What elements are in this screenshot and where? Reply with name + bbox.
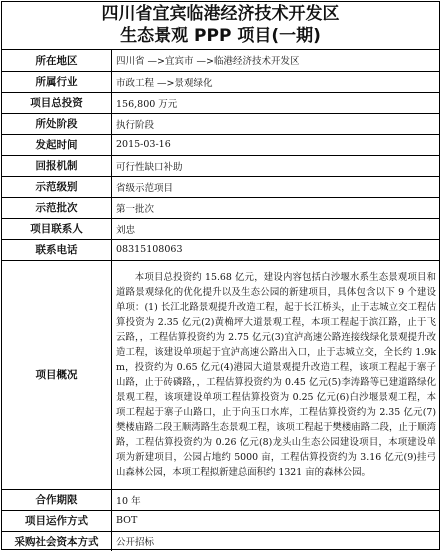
field-label-industry: 所属行业: [2, 71, 112, 92]
project-info-table: [2, 50, 439, 551]
field-value-contact: 刘忠: [112, 218, 440, 239]
table-row: [2, 489, 439, 510]
table-row: [2, 113, 439, 134]
field-label-term: 合作期限: [2, 489, 112, 510]
field-value-stage: 执行阶段: [112, 113, 440, 134]
field-value-overview: 本项目总投资约 15.68 亿元，建设内容包括白沙堰水系生态景观项目和道路景观绿化的优化提升以及生态公园的新建项目，具体包含以下 9 个建设单项：(1) 长江北路景观提升改造工程，起于长江桥头，止于志城立交工程估算投资为 2.35 亿元(2)黄桷坪大道景观工程，本项工程起于滨江路，止于飞云路，，工程估算投资约为 2.75 亿元(3)宜泸高速公路连接线绿化景观提升改造工程，该建设单项起于宜泸高速公路出入口，止于志城立交，全长约 1.9km，投资约为 0.65 亿元(4)港园大道景观提升改造工程，该项工程起于寨子山路，止于砖磷路，，工程估算投资约为 0.45 亿元(5)李涛路等已建道路绿化景观工程，该项建设单项工程估算投资为 0.25 亿元(6)白沙堰景观工程，本项工程起于寨子山路口，止于向玉口水库，工程估算投资约为 2.35 亿元(7)樊楼庙路二段王顺湾路生态景观工程，该项工程起于樊楼庙路二段，止于顺湾路，工程估算投资约为 0.26 亿元(8)龙头山生态公园建设项目，本项建设单项为新建项目，公园占地约 5000 亩，工程估算投资约为 3.16 亿元(9)挂弓山森林公园，本项工程拟新建总面积约 1321 亩的森林公园。: [112, 260, 440, 489]
field-label-region: 所在地区: [2, 50, 112, 71]
table-row: [2, 531, 439, 551]
table-row: [2, 50, 439, 71]
field-value-operation-mode: BOT: [112, 510, 440, 531]
field-value-start-date: 2015-03-16: [112, 134, 440, 155]
field-value-term: 10 年: [112, 489, 440, 510]
table-row: [2, 197, 439, 218]
field-label-total-investment: 项目总投资: [2, 92, 112, 113]
field-label-overview: 项目概况: [2, 260, 112, 489]
field-value-industry: 市政工程 —>景观绿化: [112, 71, 440, 92]
field-value-total-investment: 156,800 万元: [112, 92, 440, 113]
project-title: [2, 2, 439, 50]
field-label-demo-batch: 示范批次: [2, 197, 112, 218]
table-row: [2, 218, 439, 239]
field-value-region: 四川省 —>宜宾市 —>临港经济技术开发区: [112, 50, 440, 71]
table-row: [2, 510, 439, 531]
field-value-demo-level: 省级示范项目: [112, 176, 440, 197]
field-value-phone: 08315108063: [112, 239, 440, 260]
project-title-line1: 四川省宜宾临港经济技术开发区: [101, 4, 340, 24]
field-label-operation-mode: 项目运作方式: [2, 510, 112, 531]
project-title-line2: 生态景观 PPP 项目(一期): [120, 26, 321, 46]
field-value-demo-batch: 第一批次: [112, 197, 440, 218]
table-row: [2, 155, 439, 176]
field-label-start-date: 发起时间: [2, 134, 112, 155]
project-info-sheet: [1, 1, 440, 550]
table-row: [2, 92, 439, 113]
table-row: [2, 134, 439, 155]
field-label-demo-level: 示范级别: [2, 176, 112, 197]
field-label-phone: 联系电话: [2, 239, 112, 260]
field-value-procurement: 公开招标: [116, 537, 155, 549]
field-label-return-mechanism: 回报机制: [2, 155, 112, 176]
table-row: [2, 71, 439, 92]
table-row: [2, 239, 439, 260]
field-value-return-mechanism: 可行性缺口补助: [112, 155, 440, 176]
table-row: [2, 176, 439, 197]
field-label-contact: 项目联系人: [2, 218, 112, 239]
field-label-procurement: 采购社会资本方式: [2, 531, 112, 551]
table-row: [2, 260, 439, 489]
field-label-stage: 所处阶段: [2, 113, 112, 134]
